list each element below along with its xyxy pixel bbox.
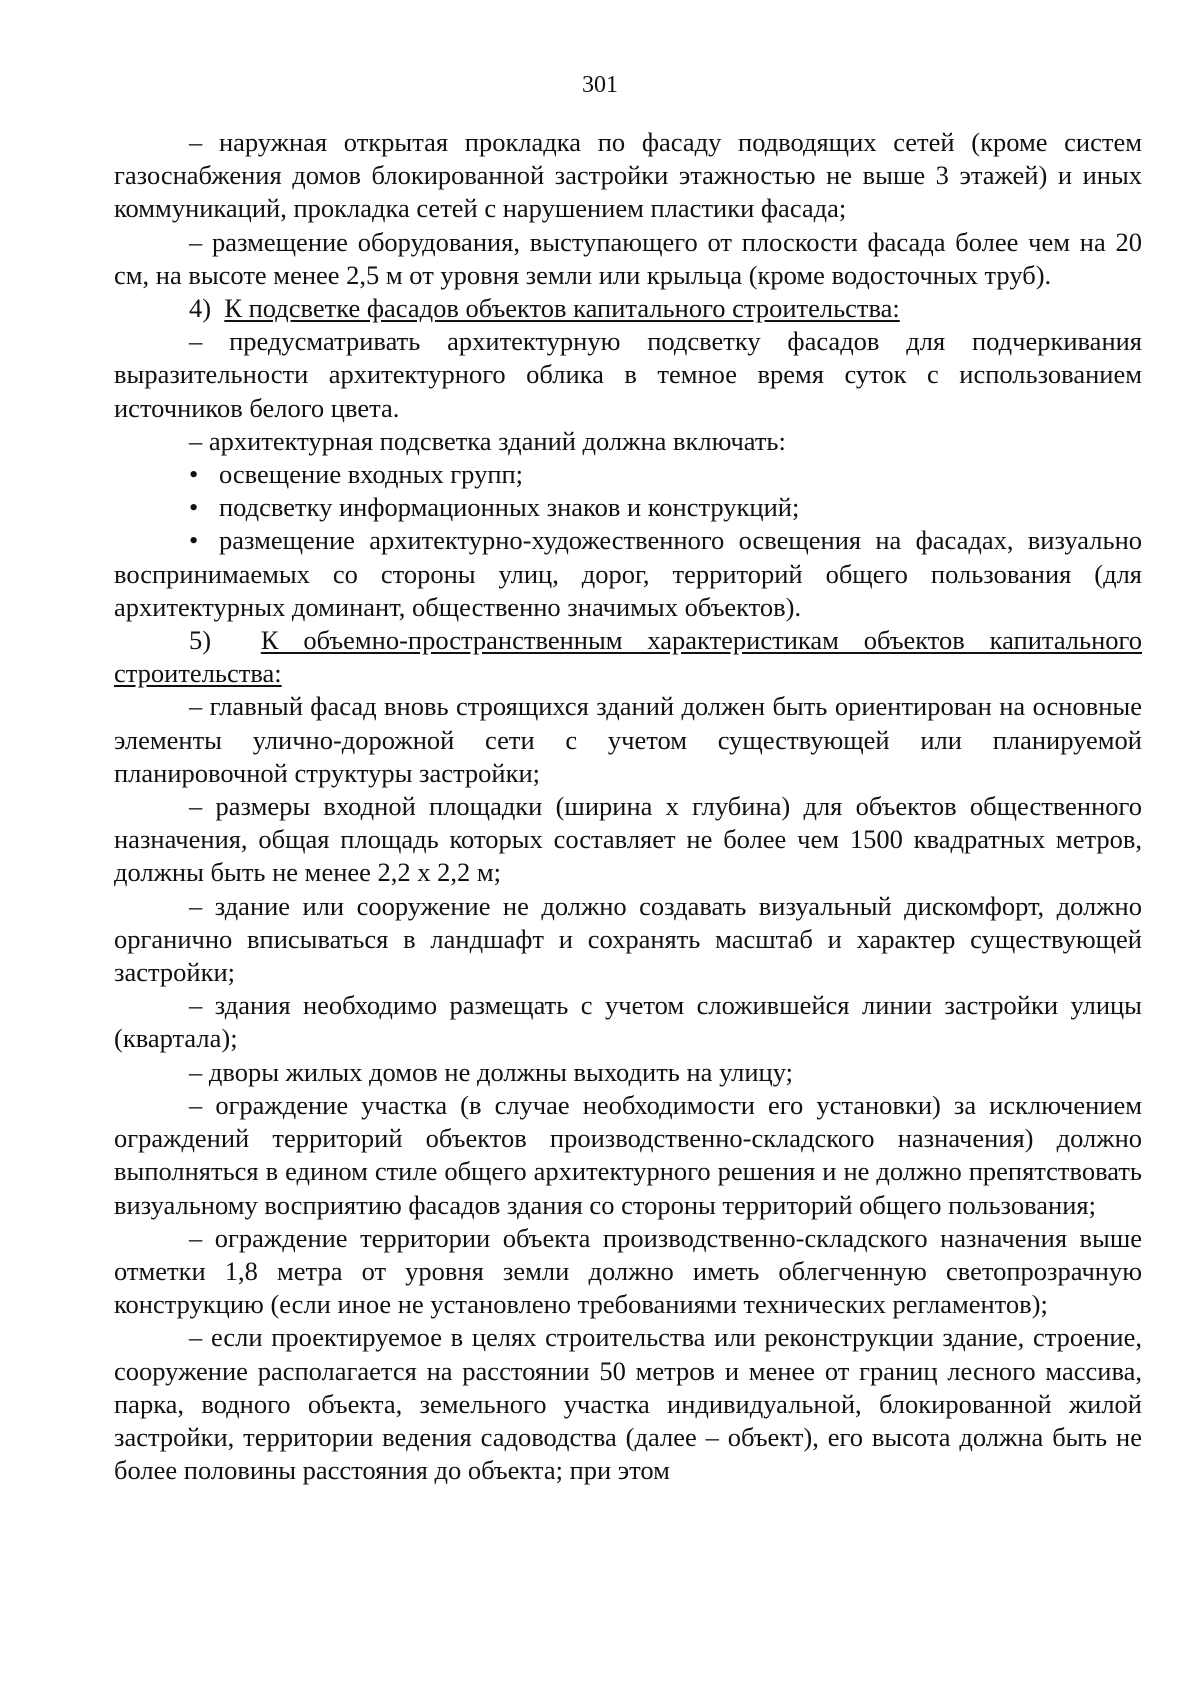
paragraph-building-line: – здания необходимо размещать с учетом сложившейся линии застройки улицы (квартала); <box>114 990 1142 1054</box>
section-number: 4) <box>189 293 212 324</box>
bullet-item <box>114 458 1142 491</box>
section-title: К объемно-пространственным характеристикам объектов капитального строительства: <box>114 625 1143 689</box>
bullet-icon: • <box>189 492 199 523</box>
paragraph-equipment-placement: – размещение оборудования, выступающего от плоскости фасада более чем на 20 см, на высоте менее 2,5 м от уровня земли или крыльца (кроме водосточных труб). <box>114 226 1142 290</box>
section-number: 5) <box>189 625 212 656</box>
paragraph-architectural-lighting: – предусматривать архитектурную подсветку фасадов для подчеркивания выразительности архитектурного облика в темное время суток с использованием источников белого цвета. <box>114 326 1142 423</box>
bullet-text: размещение архитектурно-художественного освещения на фасадах, визуально воспринимаемых со стороны улиц, дорог, территорий общего пользования (для архитектурных доминант, общественно значимых объектов). <box>114 525 1142 622</box>
paragraph-lighting-includes: – архитектурная подсветка зданий должна включать: <box>189 425 786 456</box>
paragraph-facade-networks: – наружная открытая прокладка по фасаду подводящих сетей (кроме систем газоснабжения домов блокированной застройки этажностью не выше 3 этажей) и иных коммуникаций, прокладка сетей с нарушением пластики фасада; <box>114 127 1142 224</box>
paragraph-visual-comfort: – здание или сооружение не должно создавать визуальный дискомфорт, должно органично вписываться в ландшафт и сохранять масштаб и характер существующей застройки; <box>114 890 1142 988</box>
paragraph-entrance-size: – размеры входной площадки (ширина х глубина) для объектов общественного назначения, общая площадь которых составляет не более чем 1500 квадратных метров, должны быть не менее 2,2 х 2,2 м; <box>114 791 1142 888</box>
paragraph-main-facade: – главный фасад вновь строящихся зданий должен быть ориентирован на основные элементы улично-дорожной сети с учетом существующей или планируемой планировочной структуры застройки; <box>114 691 1142 788</box>
page-number: 301 <box>582 72 618 98</box>
bullet-text: подсветку информационных знаков и конструкций; <box>219 492 800 523</box>
document-body <box>114 126 1142 1487</box>
bullet-item <box>114 524 1142 624</box>
paragraph-courtyards: – дворы жилых домов не должны выходить на улицу; <box>189 1056 794 1087</box>
paragraph-building-height: – если проектируемое в целях строительства или реконструкции здание, строение, сооружение располагается на расстоянии 50 метров и менее от границ лесного массива, парка, водного объекта, земельного участка индивидуальной, блокированной жилой застройки, территории ведения садоводства (далее – объект), его высота должна быть не более половины расстояния до объекта; при этом <box>114 1322 1142 1486</box>
bullet-icon: • <box>189 525 199 556</box>
bullet-icon: • <box>189 459 199 490</box>
bullet-text: освещение входных групп; <box>219 459 524 490</box>
bullet-item <box>114 491 1142 524</box>
paragraph-fencing: – ограждение участка (в случае необходимости его установки) за исключением ограждений территорий объектов производственно-складского назначения) должно выполняться в едином стиле общего архитектурного решения и не должно препятствовать визуальному восприятию фасадов здания со стороны территорий общего пользования; <box>114 1089 1142 1220</box>
section-heading-lighting <box>114 292 1142 325</box>
paragraph-industrial-fencing: – ограждение территории объекта производственно-складского назначения выше отметки 1,8 метра от уровня земли должно иметь облегченную светопрозрачную конструкцию (если иное не установлено требованиями технических регламентов); <box>114 1222 1142 1320</box>
section-title: К подсветке фасадов объектов капитального строительства: <box>224 293 900 324</box>
section-heading-volume <box>114 624 1142 690</box>
